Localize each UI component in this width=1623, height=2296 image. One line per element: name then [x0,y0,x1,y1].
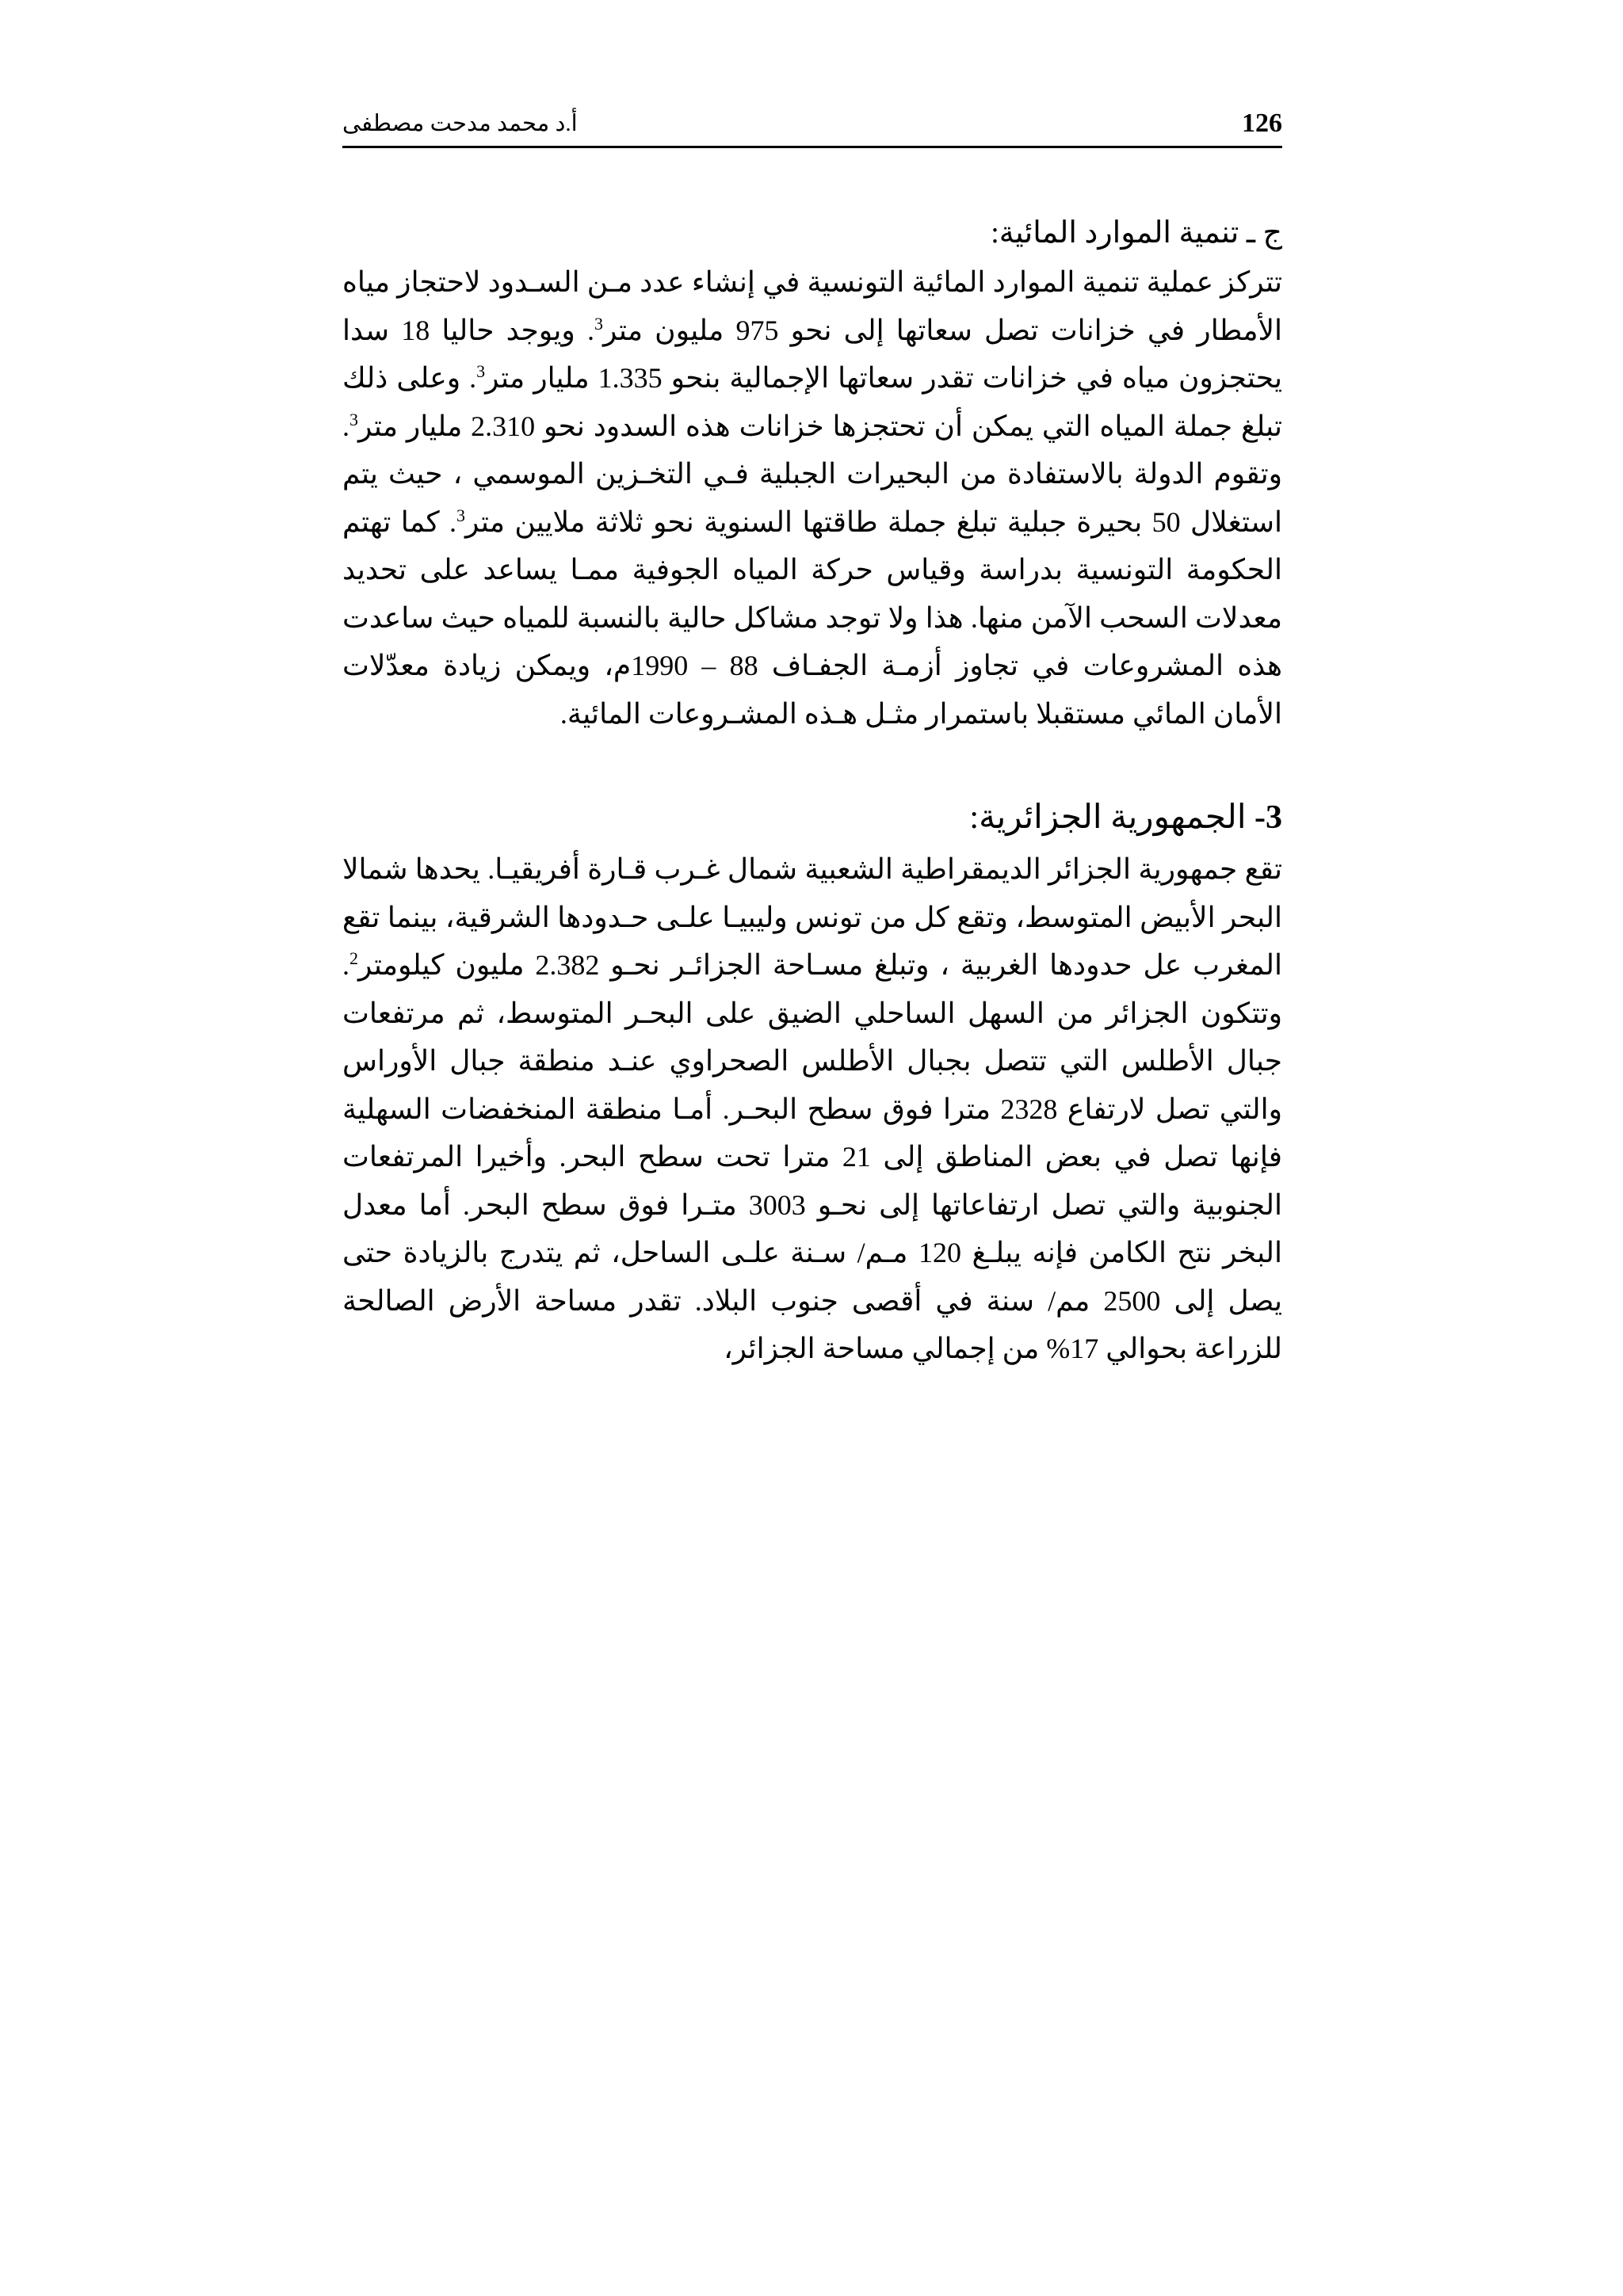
page-number: 126 [1242,109,1282,138]
superscript: 3 [456,505,466,525]
header-rule [342,146,1282,148]
section-heading-algeria [342,790,1282,845]
paragraph-tunisia-water [342,258,1282,738]
superscript: 3 [476,361,486,381]
section-title: الجمهورية الجزائرية: [969,799,1247,836]
section-heading-water-resources: ج ـ تنمية الموارد المائية: [991,216,1282,250]
text-run: . كما تهتم الحكومة التونسية بدراسة وقياس حركة المياه الجوفية ممـا يساعد على تحديد معدلات السحب الآمن منها. هذا ولا توجد مشاكل حالية بالنسبة للمياه حيث ساعدت هذه المشروعات في تجاوز أزمـة الجفـاف 88 – 1990م، ويمكن زيادة معدّلات الأمان المائي مستقبلا باستمرار مثـل هـذه المشـروعات المائية. [342,505,1282,730]
text-run: . وعلى ذلك تبلغ جملة المياه التي يمكن أن تحتجزها خزانات هذه السدود نحو 2.310 مليار متر [342,362,1282,442]
superscript: 3 [349,409,358,429]
section-number: 3- [1254,799,1282,836]
superscript: 2 [349,948,358,968]
text-run: . وتتكون الجزائر من السهل الساحلي الضيق على البحـر المتوسط، ثم مرتفعات جبال الأطلس التي تتصل بجبال الأطلس الصحراوي عنـد منطقة جبال الأوراس والتي تصل لارتفاع 2328 مترا فوق سطح البحـر. أمـا منطقة المنخفضات السهلية فإنها تصل في بعض المناطق إلى 21 مترا تحت سطح البحر. وأخيرا المرتفعات الجنوبية والتي تصل ارتفاعاتها إلى نحـو 3003 متـرا فوق سطح البحر. أما معدل البخر نتح الكامن فإنه يبلـغ 120 مـم/ سـنة علـى الساحل، ثم يتدرج بالزيادة حتى يصل إلى 2500 مم/ سنة في أقصى جنوب البلاد. تقدر مساحة الأرض الصالحة للزراعة بحوالي 17% من إجمالي مساحة الجزائر، [342,949,1283,1364]
section-spacer [342,738,1282,790]
text-run: تقع جمهورية الجزائر الديمقراطية الشعبية شمال غـرب قـارة أفريقيـا. يحدها شمالا البحر الأبيض المتوسط، وتقع كل من تونس وليبيـا علـى حـدودها الشرقية، بينما تقع المغرب عل حدودها الغربية ، وتبلغ مسـاحة الجزائـر نحـو 2.382 مليون كيلومتر [342,853,1282,981]
page-body [342,208,1282,1373]
text-run: . ويوجد حاليا 18 سدا يحتجزون مياه في خزانات تقدر سعاتها الإجمالية بنحو 1.335 مليار متر [342,314,1283,394]
page-header [342,101,1282,141]
running-head-author: أ.د محمد مدحت مصطفى [342,111,578,136]
paragraph-algeria [342,845,1282,1373]
text-run: . وتقوم الدولة بالاستفادة من البحيرات الجبلية فـي التخـزين الموسمي ، حيث يتم استغلال 50 بحيرة جبلية تبلغ جملة طاقتها السنوية نحو ثلاثة ملايين متر [342,410,1282,538]
text-run: تتركز عملية تنمية الموارد المائية التونسية في إنشاء عدد مـن السـدود لاحتجاز مياه الأمطار في خزانات تصل سعاتها إلى نحو 975 مليون متر [342,266,1283,346]
superscript: 3 [594,313,603,334]
